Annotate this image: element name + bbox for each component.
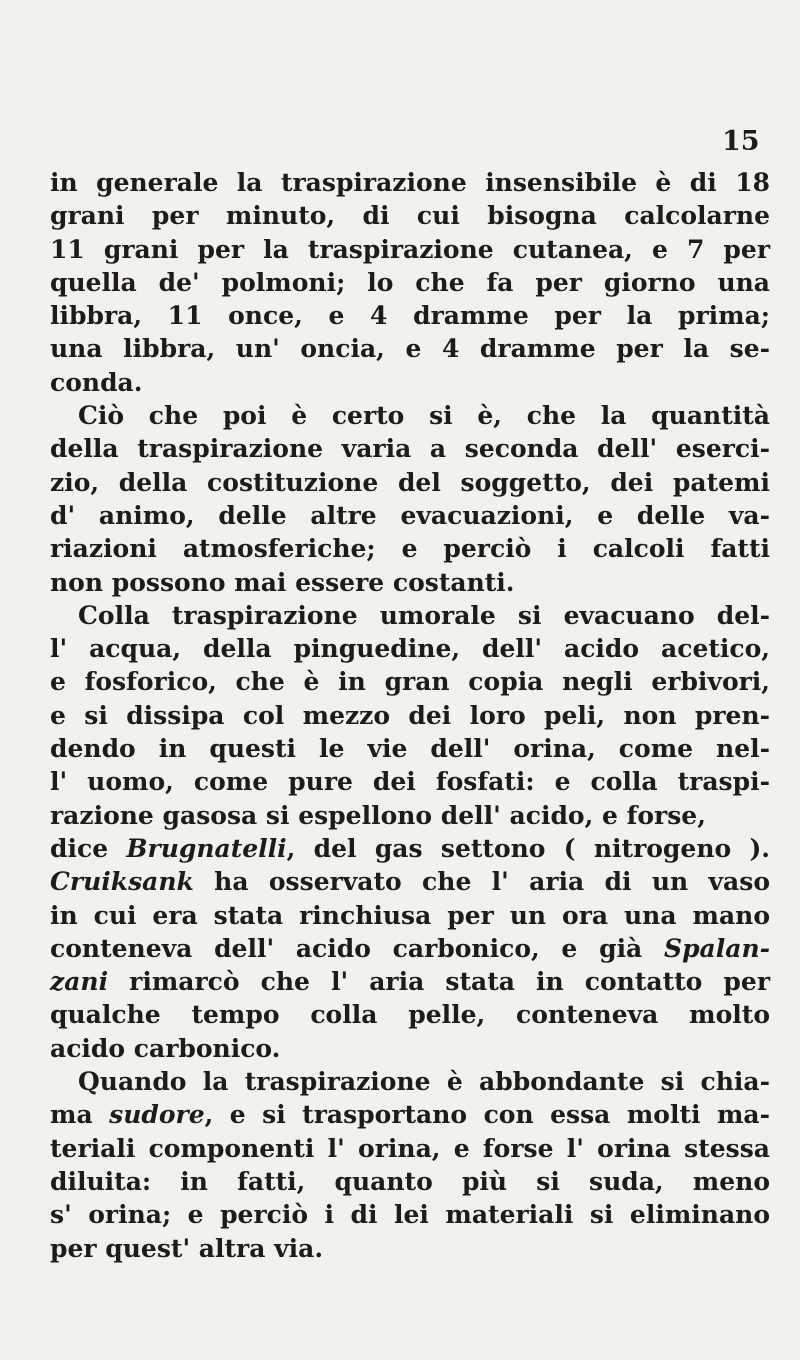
text-segment: Quando la traspirazione è abbondante si chia-	[78, 1067, 770, 1097]
text-line: Ciò che poi è certo si è, che la quantità	[78, 401, 770, 431]
italic-name: sudore	[109, 1100, 205, 1130]
text-line	[50, 965, 770, 998]
text-segment: conteneva dell' acido carbonico, e già	[50, 933, 665, 963]
italic-name: Brugnatelli	[126, 833, 287, 863]
italic-name: Cruiksank	[50, 867, 194, 897]
text-line	[50, 932, 770, 965]
text-line: della traspirazione varia a seconda dell' eserci-	[50, 434, 770, 464]
body-text	[50, 166, 770, 1265]
text-line: l' uomo, come pure dei fosfati: e colla traspi-	[50, 767, 770, 797]
text-line: razione gasosa si espellono dell' acido, e forse,	[50, 800, 706, 830]
page-number: 15	[722, 126, 760, 157]
text-line: una libbra, un' oncia, e 4 dramme per la se-	[50, 334, 770, 364]
text-line	[50, 1132, 770, 1165]
text-segment: in cui era stata rinchiusa per un ora una mano	[50, 900, 770, 930]
text-line: conda.	[50, 367, 143, 397]
text-segment: per quest' altra via.	[50, 1233, 324, 1263]
text-line: quella de' polmoni; lo che fa per giorno una	[50, 267, 770, 297]
text-line: d' animo, delle altre evacuazioni, e delle va-	[50, 500, 770, 530]
text-line: in generale la traspirazione insensibile è di 18	[50, 168, 770, 197]
text-segment: ha osservato che l' aria di un vaso	[193, 867, 770, 897]
text-line: e fosforico, che è in gran copia negli erbivori,	[50, 667, 770, 697]
text-line: e si dissipa col mezzo dei loro peli, non pren-	[50, 700, 770, 730]
text-line	[50, 1032, 770, 1065]
text-line	[50, 1198, 770, 1231]
text-line	[50, 1232, 770, 1265]
text-line: riazioni atmosferiche; e perciò i calcoli fatti	[50, 534, 770, 564]
italic-name: zani	[50, 967, 109, 997]
text-segment: , e si trasportano con essa molti ma-	[204, 1100, 770, 1130]
text-line	[50, 832, 770, 865]
text-segment: rimarcò che l' aria stata in contatto per	[108, 967, 770, 997]
paragraph	[50, 1065, 770, 1265]
text-line	[50, 1098, 770, 1131]
text-line: non possono mai essere costanti.	[50, 567, 515, 597]
text-segment: qualche tempo colla pelle, conteneva molto	[50, 1000, 770, 1030]
text-line: libbra, 11 once, e 4 dramme per la prima;	[50, 301, 770, 331]
text-segment: diluita: in fatti, quanto più si suda, meno	[50, 1166, 770, 1196]
paragraph	[50, 599, 770, 832]
text-segment: teriali componenti l' orina, e forse l' orina stessa	[50, 1133, 770, 1163]
text-line	[50, 899, 770, 932]
text-line: grani per minuto, di cui bisogna calcolarne	[50, 201, 770, 231]
text-segment: ma	[50, 1100, 110, 1130]
italic-name: Spalan-	[664, 933, 770, 963]
text-line	[50, 1165, 770, 1198]
text-line: Colla traspirazione umorale si evacuano del-	[78, 600, 770, 630]
text-segment: s' orina; e perciò i di lei materiali si eliminano	[50, 1200, 770, 1230]
text-segment: dice	[50, 833, 127, 863]
text-segment: , del gas settono ( nitrogeno ).	[286, 833, 770, 863]
paragraph	[50, 399, 770, 599]
text-line: 11 grani per la traspirazione cutanea, e 7 per	[50, 234, 770, 264]
text-line: l' acqua, della pinguedine, dell' acido acetico,	[50, 634, 770, 664]
paragraph	[50, 832, 770, 1065]
text-line: zio, della costituzione del soggetto, dei patemi	[50, 467, 770, 497]
text-line	[50, 865, 770, 898]
text-line: dendo in questi le vie dell' orina, come nel-	[50, 734, 770, 764]
text-line	[50, 1065, 770, 1098]
text-segment: acido carbonico.	[50, 1033, 281, 1063]
paragraph	[50, 166, 770, 399]
text-line	[50, 998, 770, 1031]
